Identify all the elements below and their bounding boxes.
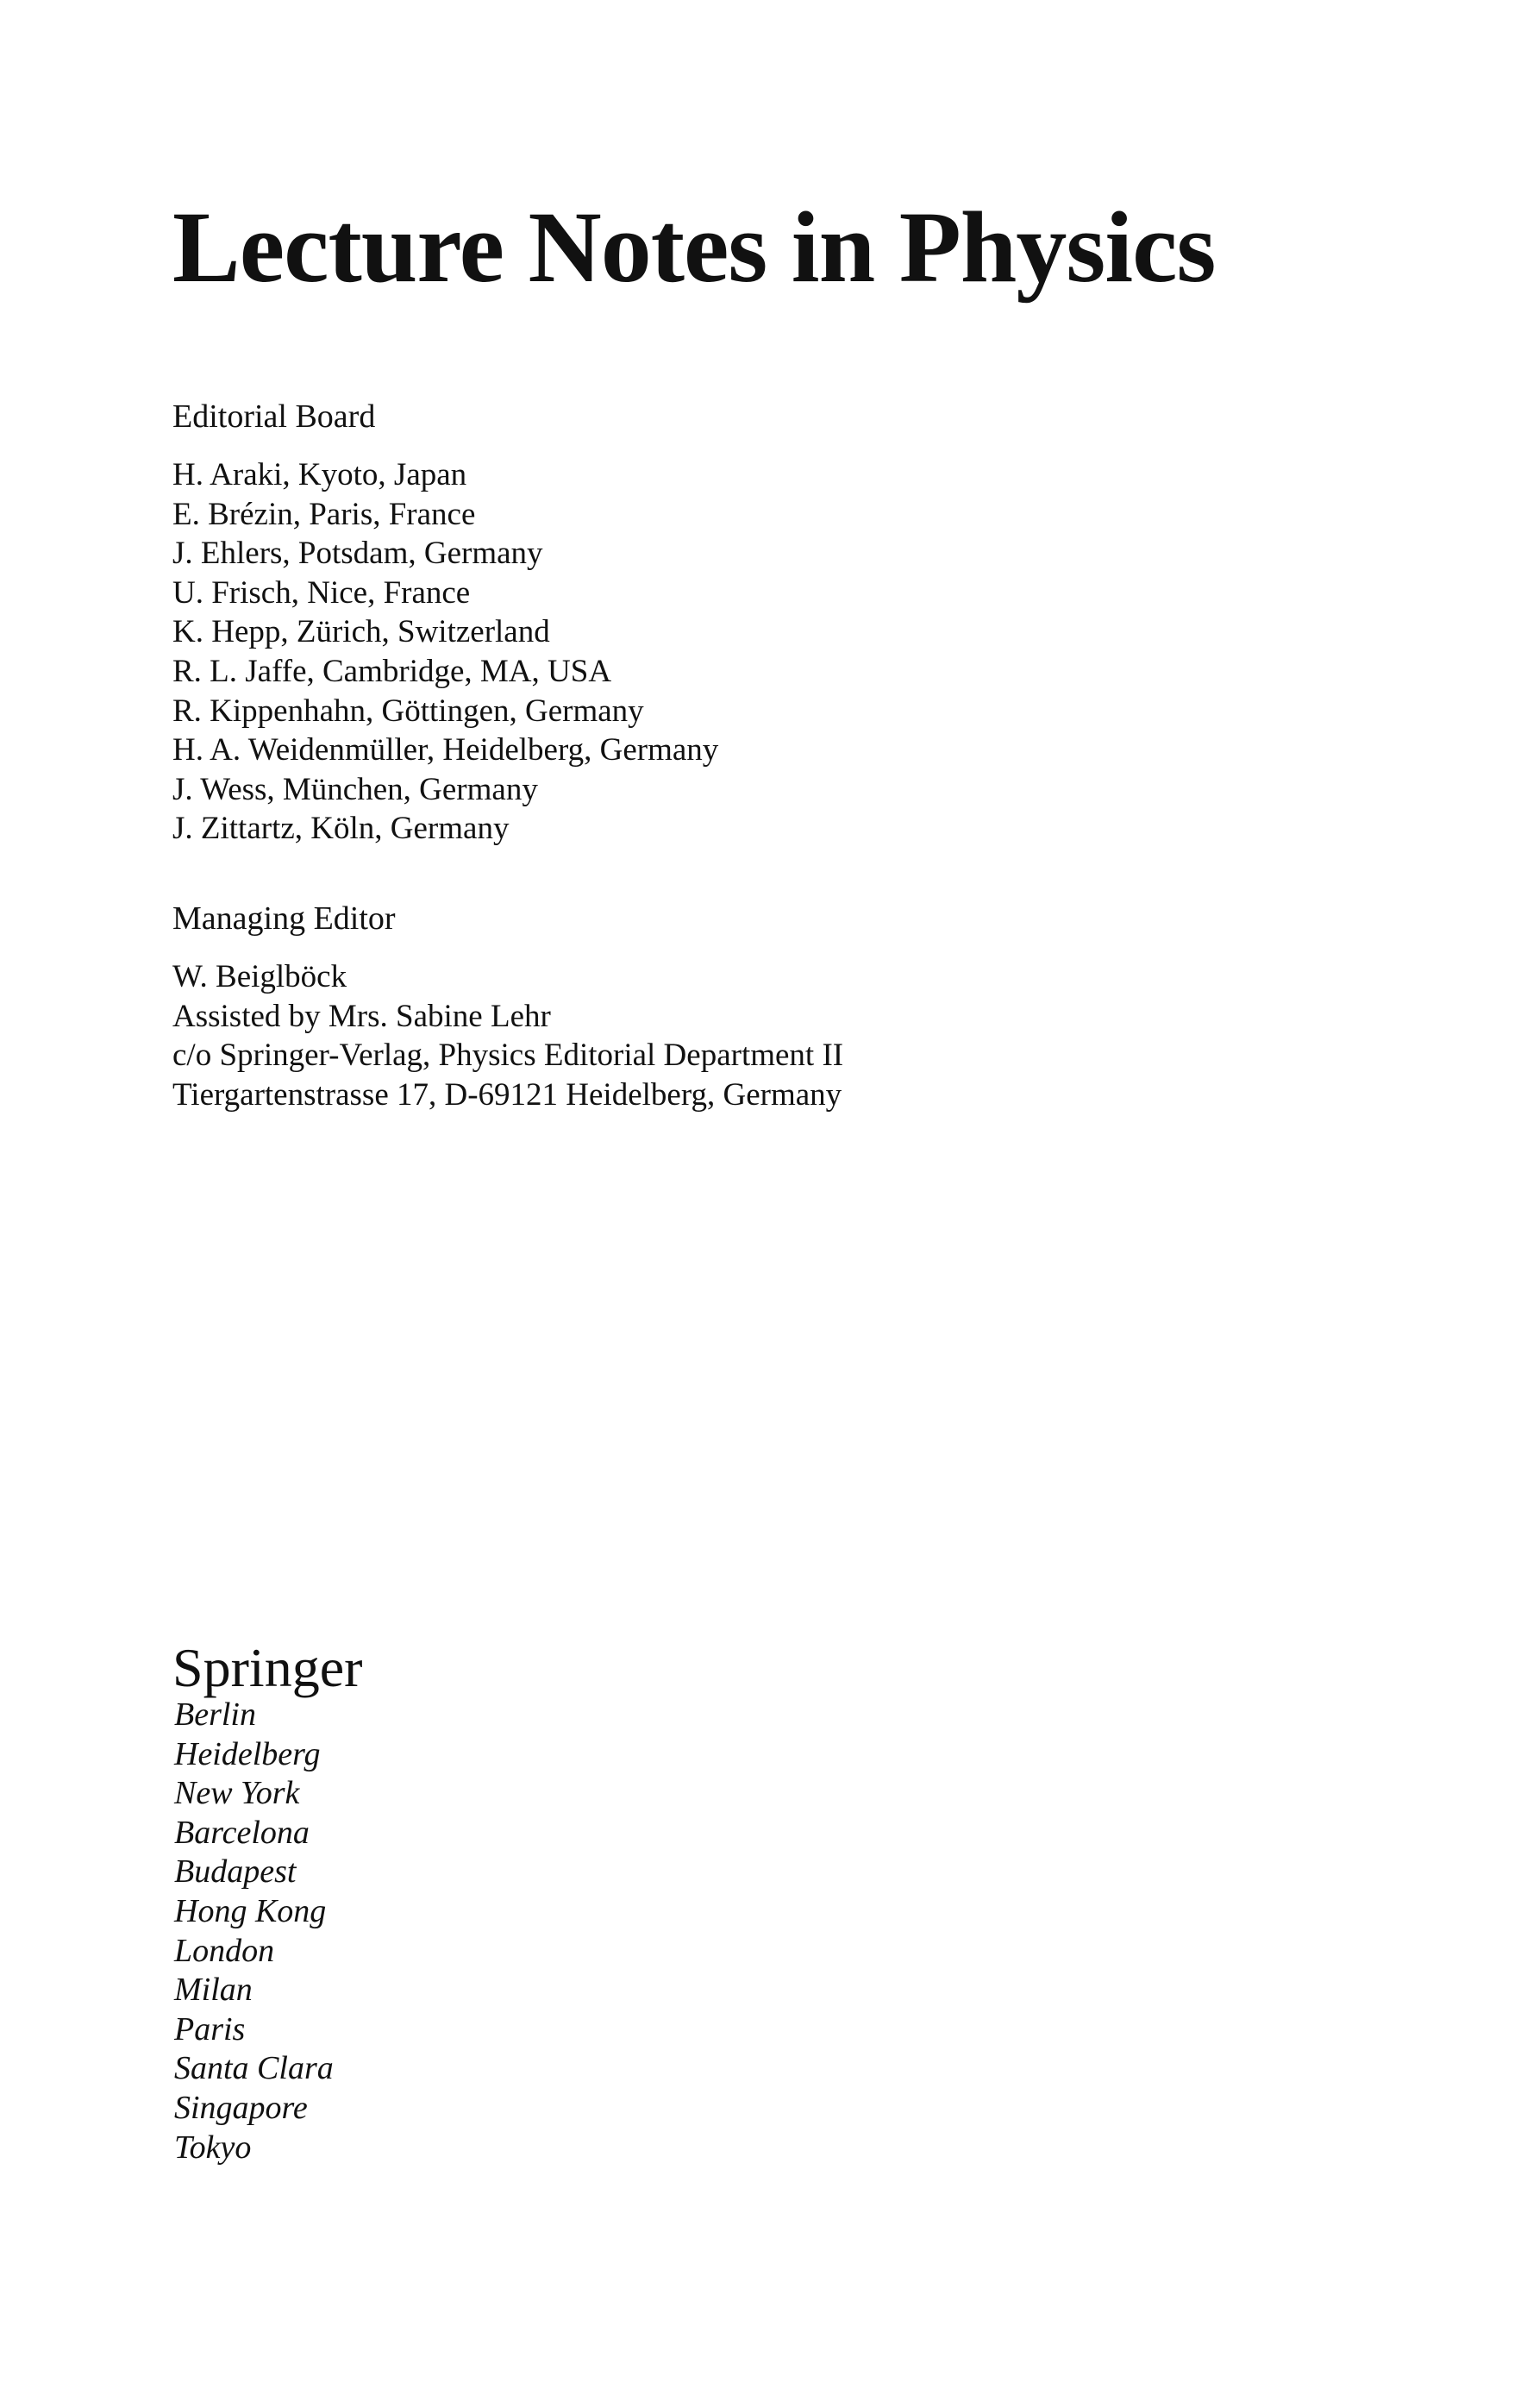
board-member: R. Kippenhahn, Göttingen, Germany — [172, 693, 644, 729]
board-member: J. Zittartz, Köln, Germany — [172, 811, 510, 847]
managing-editor-line: W. Beiglböck — [172, 959, 347, 994]
publisher-city: Heidelberg — [174, 1735, 321, 1772]
publisher-city: Berlin — [174, 1696, 256, 1733]
publisher-cities — [174, 1696, 334, 2167]
series-title: Lecture Notes in Physics — [172, 191, 1216, 304]
publisher-city: Milan — [174, 1972, 253, 2009]
publisher-city: Singapore — [174, 2089, 308, 2126]
publisher-city: Tokyo — [174, 2129, 252, 2166]
board-member: K. Hepp, Zürich, Switzerland — [172, 614, 550, 650]
publisher-city: Hong Kong — [174, 1892, 327, 1929]
editorial-board-list — [172, 455, 718, 849]
editorial-board-heading: Editorial Board — [172, 398, 376, 435]
publisher-city: Paris — [174, 2010, 246, 2047]
publisher-city: Santa Clara — [174, 2050, 334, 2087]
publisher-city: New York — [174, 1775, 300, 1812]
board-member: E. Brézin, Paris, France — [172, 496, 476, 532]
board-member: U. Frisch, Nice, France — [172, 574, 471, 611]
publisher-city: Barcelona — [174, 1814, 310, 1851]
board-member: J. Ehlers, Potsdam, Germany — [172, 536, 543, 572]
board-member: J. Wess, München, Germany — [172, 771, 538, 807]
publisher-city: London — [174, 1932, 275, 1969]
board-member: R. L. Jaffe, Cambridge, MA, USA — [172, 653, 612, 689]
board-member: H. Araki, Kyoto, Japan — [172, 457, 467, 492]
publisher-city: Budapest — [174, 1853, 297, 1891]
managing-editor-line: Assisted by Mrs. Sabine Lehr — [172, 998, 551, 1034]
board-member: H. A. Weidenmüller, Heidelberg, Germany — [172, 732, 719, 768]
managing-editor-details — [172, 957, 843, 1114]
managing-editor-line: Tiergartenstrasse 17, D-69121 Heidelberg, Germany — [172, 1076, 842, 1113]
managing-editor-heading: Managing Editor — [172, 900, 396, 937]
managing-editor-line: c/o Springer-Verlag, Physics Editorial Department II — [172, 1038, 844, 1074]
publisher-name: Springer — [172, 1637, 363, 1698]
